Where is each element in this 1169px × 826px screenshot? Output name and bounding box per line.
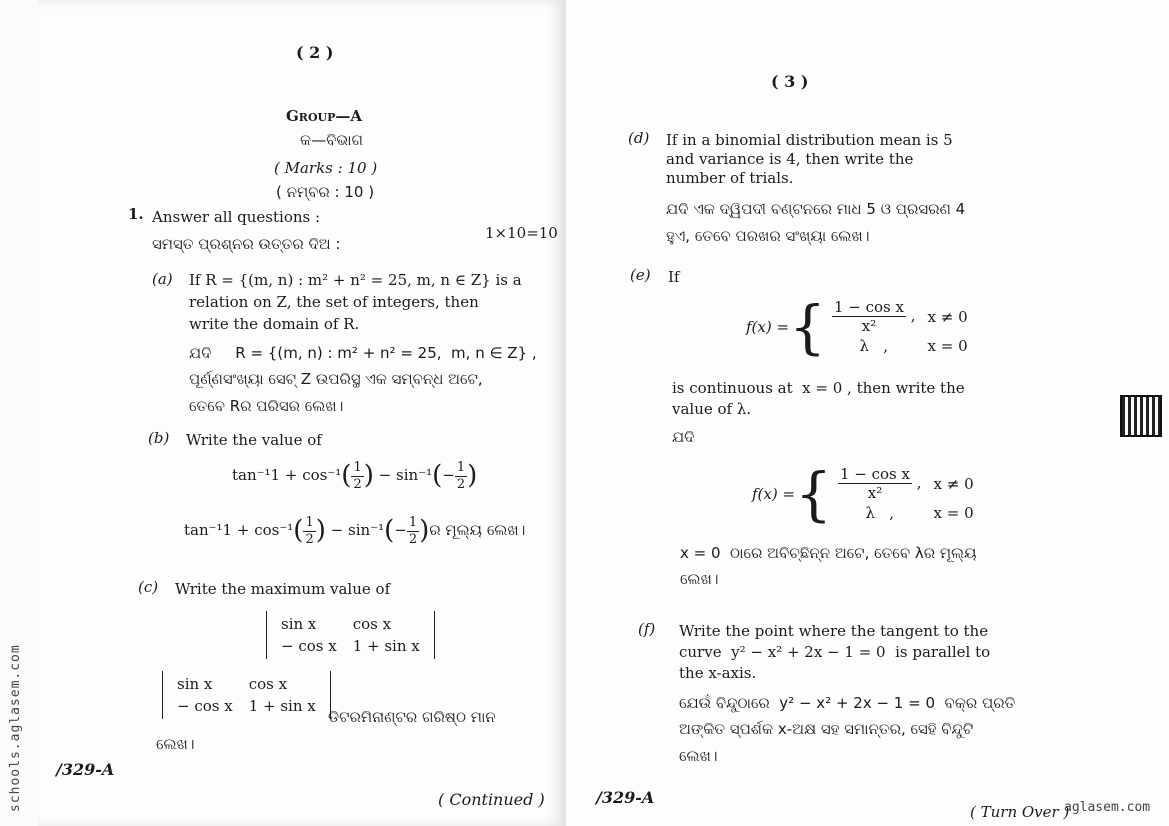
subquestion-b-text: Write the value of xyxy=(186,431,322,449)
fraction-neg-half: $\frac{1}{2}$ xyxy=(456,460,466,492)
subquestion-a-line1: If R = {(m, n) : m² + n² = 25, m, n ∈ Z} is a xyxy=(189,271,522,289)
subquestion-f-line1: Write the point where the tangent to the xyxy=(679,622,989,640)
expr-b-part2: − sin⁻¹ xyxy=(378,466,433,485)
turn-over-label: ( Turn Over ) xyxy=(970,803,1070,821)
expr-b-part1: tan⁻¹1 + cos⁻¹ xyxy=(232,466,342,485)
subquestion-c-odia2: ଲେଖ। xyxy=(156,735,195,753)
subquestion-c-odia1: ଡିଟରମିନାଣ୍ଟର ଗରିଷ୍ଠ ମାନ xyxy=(328,708,496,726)
subquestion-e-line1: is continuous at x = 0 , then write the xyxy=(672,379,965,397)
subquestion-a-line3: write the domain of R. xyxy=(189,315,360,333)
subquestion-e-if: If xyxy=(668,268,680,286)
det-cell: − cos x xyxy=(281,637,337,655)
subquestion-d-line1: If in a binomial distribution mean is 5 xyxy=(666,131,953,149)
marks-label: ( Marks : 10 ) xyxy=(274,159,378,177)
subquestion-e-odia1: x = 0 ଠାରେ ଅବିଚ୍ଛିନ୍ନ ଅଟେ, ତେବେ λର ମୂଲ୍ୟ xyxy=(680,544,977,562)
subquestion-a-odia3: ତେବେ Rର ପରିସର ଲେଖ। xyxy=(189,397,344,415)
subquestion-c-label: (c) xyxy=(138,578,159,596)
group-heading: Group—A xyxy=(286,107,363,125)
question-number: 1. xyxy=(128,205,144,223)
piecewise-function: f(x) = { $\frac{\text{1 − cos x}}{\text{x²}}$ , x ≠ 0 λ , x = 0 xyxy=(746,297,974,356)
subquestion-f-line2: curve y² − x² + 2x − 1 = 0 is parallel to xyxy=(679,643,991,661)
det-cell: 1 + sin x xyxy=(352,637,420,655)
paper-code: /329-A xyxy=(596,788,655,807)
subquestion-d-label: (d) xyxy=(628,129,650,147)
page-number: ( 2 ) xyxy=(296,43,334,62)
subquestion-b-label: (b) xyxy=(148,429,170,447)
subquestion-f-odia2: ଅଙ୍କିତ ସ୍ପର୍ଶକ x-ଅକ୍ଷ ସହ ସମାନ୍ତର, ସେହି ବିନ୍ଦୁଟି xyxy=(679,720,974,738)
expr-b-odia-suffix: ର ମୂଲ୍ୟ ଲେଖ। xyxy=(429,521,526,540)
subquestion-f-label: (f) xyxy=(638,620,656,638)
det-cell: cos x xyxy=(352,615,392,633)
subquestion-e-line2: value of λ. xyxy=(672,400,752,418)
pw-condition: x ≠ 0 xyxy=(927,307,968,326)
pw-condition: x = 0 xyxy=(927,337,968,355)
pw-numerator: 1 − cos x xyxy=(833,298,904,316)
subquestion-a-line2: relation on Z, the set of integers, then xyxy=(189,293,479,311)
subquestion-e-odia2: ଲେଖ। xyxy=(680,570,719,588)
question-instruction: Answer all questions : xyxy=(152,208,321,226)
subquestion-a-odia2: ପୂର୍ଣ୍ଣସଂଖ୍ୟା ସେଟ୍ Z ଉପରିସ୍ଥ ଏକ ସମ୍ବନ୍ଧ ଅଟେ, xyxy=(189,370,483,388)
page-number: ( 3 ) xyxy=(771,72,809,91)
subquestion-d-line3: number of trials. xyxy=(666,169,794,187)
side-watermark: schools.aglasem.com xyxy=(8,644,23,812)
subquestion-a-label: (a) xyxy=(152,270,173,288)
det-cell: sin x xyxy=(281,615,317,633)
subquestion-f-odia3: ଲେଖ। xyxy=(679,747,718,765)
subquestion-d-line2: and variance is 4, then write the xyxy=(666,150,914,168)
pw-lambda: λ xyxy=(859,337,869,355)
continued-label: ( Continued ) xyxy=(438,790,545,809)
qr-code-icon xyxy=(1120,395,1162,437)
brace-icon: { xyxy=(795,459,832,528)
group-heading-odia: କ—ବିଭାଗ xyxy=(300,131,364,149)
subquestion-c-text: Write the maximum value of xyxy=(175,580,391,598)
subquestion-e-odia-if: ଯଦି xyxy=(672,428,695,446)
brace-icon: { xyxy=(789,292,826,361)
subquestion-f-odia1: ଯେଉଁ ବିନ୍ଦୁଠାରେ y² − x² + 2x − 1 = 0 ବକ୍ର ପ୍ରତି xyxy=(679,694,1016,712)
question-marks: 1×10=10 xyxy=(485,224,558,242)
question-instruction-odia: ସମସ୍ତ ପ୍ରଶ୍ନର ଉତ୍ତର ଦିଅ : xyxy=(152,235,341,253)
expression-b: tan⁻¹1 + cos⁻¹( $\frac{1}{2}$ ) − sin⁻¹(− $\frac{1}{2}$ ) xyxy=(232,460,478,492)
determinant-odia: sin x cos x − cos x 1 + sin x xyxy=(162,671,331,719)
pw-denominator: x² xyxy=(861,317,877,335)
subquestion-f-line3: the x-axis. xyxy=(679,664,757,682)
expression-b-odia: tan⁻¹1 + cos⁻¹( $\frac{1}{2}$ ) − sin⁻¹(− $\frac{1}{2}$ )ର ମୂଲ୍ୟ ଲେଖ। xyxy=(184,515,526,547)
left-page xyxy=(38,0,565,826)
piecewise-function-odia: f(x) = { $\frac{\text{1 − cos x}}{\text{x²}}$ , x ≠ 0 λ , x = 0 xyxy=(752,459,974,528)
subquestion-a-odia1: ଯଦି R = {(m, n) : m² + n² = 25, m, n ∈ Z} , xyxy=(189,344,537,362)
subquestion-d-odia1: ଯଦି ଏକ ଦ୍ୱିପଦୀ ବଣ୍ଟନରେ ମାଧ 5 ଓ ପ୍ରସରଣ 4 xyxy=(666,200,966,218)
right-page xyxy=(566,0,1169,826)
marks-label-odia: ( ନମ୍ବର : 10 ) xyxy=(276,183,375,201)
subquestion-d-odia2: ହୁଏ, ତେବେ ପରଖର ସଂଖ୍ୟା ଲେଖ। xyxy=(666,227,870,245)
fraction-half: $\frac{1}{2}$ xyxy=(353,460,362,492)
fx-label: f(x) = xyxy=(746,317,790,336)
subquestion-e-label: (e) xyxy=(630,266,651,284)
determinant xyxy=(266,611,435,659)
paper-code: /329-A xyxy=(56,760,115,779)
corner-watermark: aglasem.com xyxy=(1064,800,1151,815)
